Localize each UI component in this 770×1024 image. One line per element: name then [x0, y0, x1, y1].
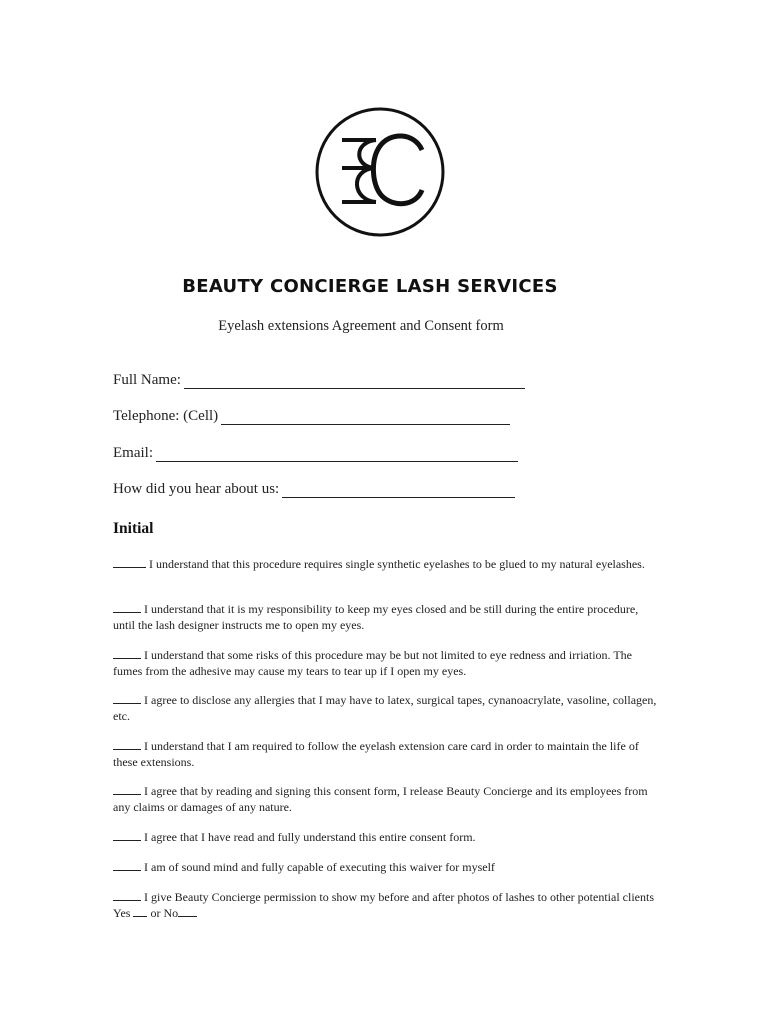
clause-text: I agree that by reading and signing this consent form, I release Beauty Concierge and its employees from any claims or damages of any nature.: [113, 784, 648, 814]
initial-blank[interactable]: [113, 602, 141, 613]
clause-text: I understand that I am required to follow the eyelash extension care card in order to maintain the life of these extensions.: [113, 739, 639, 769]
clause-text: I understand that this procedure requires single synthetic eyelashes to be glued to my natural eyelashes.: [149, 557, 645, 571]
or-no-text: or No: [150, 905, 179, 920]
clause-text: I agree that I have read and fully understand this entire consent form.: [144, 830, 476, 844]
no-blank[interactable]: [178, 906, 197, 917]
yes-blank[interactable]: [133, 906, 147, 917]
initial-blank[interactable]: [113, 557, 146, 568]
clause-item: [113, 784, 658, 815]
telephone-input-line[interactable]: [221, 410, 510, 425]
initial-blank[interactable]: [113, 830, 141, 841]
full-name-field[interactable]: [113, 372, 525, 389]
clause-item: [113, 860, 658, 876]
initial-blank[interactable]: [113, 784, 141, 795]
clause-item: [113, 648, 658, 679]
referral-input-line[interactable]: [282, 483, 515, 498]
initial-heading: Initial: [113, 520, 154, 537]
initial-blank[interactable]: [113, 693, 141, 704]
telephone-field[interactable]: [113, 408, 510, 425]
clause-item: [113, 739, 658, 770]
email-field[interactable]: [113, 445, 518, 462]
full-name-input-line[interactable]: [184, 374, 525, 389]
clause-text: I understand that some risks of this procedure may be but not limited to eye redness and irriation. The fumes from the adhesive may cause my tears to tear up if I open my eyes.: [113, 648, 632, 678]
referral-field[interactable]: [113, 481, 515, 498]
clause-item: [113, 602, 658, 633]
email-label: Email:: [113, 445, 153, 461]
clause-text: I am of sound mind and fully capable of executing this waiver for myself: [144, 860, 495, 874]
clause-item: [113, 890, 658, 921]
initial-blank[interactable]: [113, 739, 141, 750]
page-title: BEAUTY CONCIERGE LASH SERVICES: [182, 276, 558, 297]
initial-blank[interactable]: [113, 860, 141, 871]
bc-logo-icon: [314, 106, 446, 238]
initial-blank[interactable]: [113, 890, 141, 901]
clause-item: [113, 693, 658, 724]
form-subtitle: Eyelash extensions Agreement and Consent form: [218, 318, 504, 334]
telephone-label: Telephone: (Cell): [113, 408, 219, 424]
clause-item: [113, 830, 658, 846]
email-input-line[interactable]: [156, 447, 518, 462]
clause-text: I understand that it is my responsibility to keep my eyes closed and be still during the entire procedure, until the lash designer instructs me to open my eyes.: [113, 602, 639, 632]
full-name-label: Full Name:: [113, 372, 181, 388]
referral-label: How did you hear about us:: [113, 481, 280, 497]
clause-text: I give Beauty Concierge permission to show my before and after photos of lashes to other potential clients Yes: [113, 890, 654, 920]
clause-text: I agree to disclose any allergies that I may have to latex, surgical tapes, cynanoacrylate, vasoline, collagen, etc.: [113, 693, 657, 723]
clause-item: [113, 557, 658, 573]
initial-blank[interactable]: [113, 648, 141, 659]
